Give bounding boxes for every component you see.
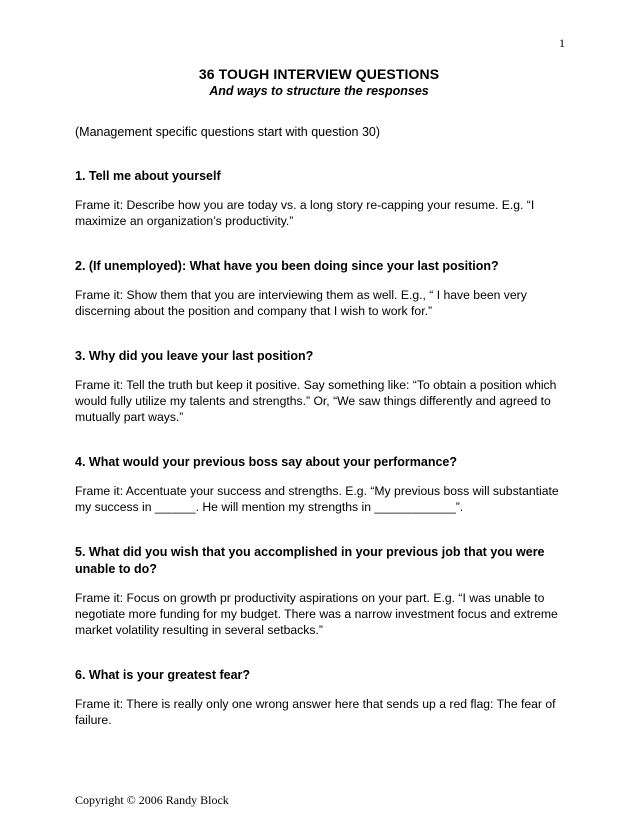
document-title: 36 TOUGH INTERVIEW QUESTIONS [198, 66, 440, 82]
question-list [75, 168, 570, 757]
question-title: 3. Why did you leave your last position? [75, 349, 314, 363]
copyright-footer: Copyright © 2006 Randy Block [75, 793, 229, 807]
page-number: 1 [559, 36, 565, 50]
question-answer-frame: Frame it: Show them that you are interviewing them as well. E.g., “ I have been very discerning about the position and company that I wish to work for.” [75, 288, 527, 318]
question-item [75, 348, 570, 425]
question-title: 5. What did you wish that you accomplished in your previous job that you were unable to do? [75, 545, 545, 576]
question-title: 2. (If unemployed): What have you been doing since your last position? [75, 259, 499, 273]
question-answer-frame: Frame it: Focus on growth pr productivity aspirations on your part. E.g. “I was unable to negotiate more funding for my budget. There was a narrow investment focus and extreme market volatility resulting in several setbacks.” [75, 591, 558, 637]
document-subtitle: And ways to structure the responses [209, 84, 429, 98]
question-title: 4. What would your previous boss say about your performance? [75, 455, 458, 469]
question-item [75, 258, 570, 319]
question-title: 6. What is your greatest fear? [75, 668, 251, 682]
question-title: 1. Tell me about yourself [75, 169, 221, 183]
intro-note: (Management specific questions start with question 30) [75, 125, 381, 139]
question-answer-frame: Frame it: Describe how you are today vs. a long story re-capping your resume. E.g. “I maximize an organization’s productivity.” [75, 198, 535, 228]
question-answer-frame: Frame it: Accentuate your success and strengths. E.g. “My previous boss will substantiate my success in ______. He will mention my strengths in ____________”. [75, 484, 559, 514]
question-answer-frame: Frame it: There is really only one wrong answer here that sends up a red flag: The fear of failure. [75, 697, 556, 727]
question-item [75, 544, 570, 638]
question-item [75, 168, 570, 229]
question-item [75, 667, 570, 728]
question-item [75, 454, 570, 515]
question-answer-frame: Frame it: Tell the truth but keep it positive. Say something like: “To obtain a position which would fully utilize my talents and strengths.” Or, “We saw things differently and agreed to mutually part ways.” [75, 378, 557, 424]
